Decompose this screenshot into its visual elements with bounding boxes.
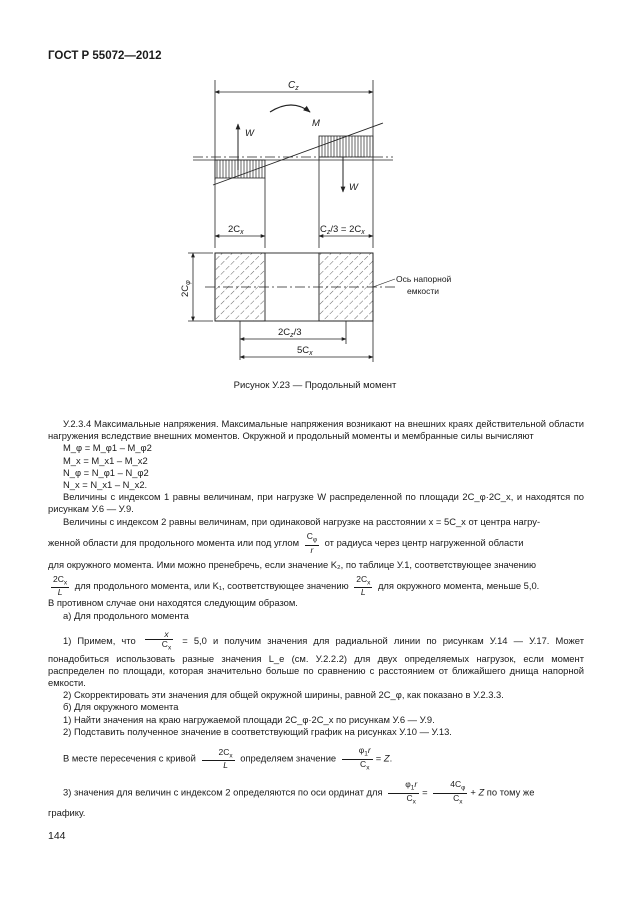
formula-n-phi: N_φ = N_φ1 – N_φ2 <box>63 466 149 478</box>
svg-text:M: M <box>312 118 320 129</box>
load-arrow-down <box>343 157 359 193</box>
svg-text:2Cz/3: $2C_z/3$ <box>278 327 302 339</box>
svg-text:Cz/3 = 2Cx: $C_z/3 = 2C_x$ <box>320 224 365 236</box>
paragraph-index-2-e: В противном случае они находятся следующим образом. <box>48 597 298 609</box>
moment-arrow <box>270 105 320 129</box>
plan-view <box>205 253 398 321</box>
dimension-2cx <box>215 224 265 236</box>
item-b3: В месте пересечения с кривой $\frac{2C_x}{L}$ определяем значение $\frac{\varphi_1r}{C_x}$ = Z. <box>63 744 393 772</box>
load-block-right <box>319 136 373 157</box>
svg-text:2Cφ: $2C_\varphi$ <box>180 280 192 297</box>
paragraph-index-2-a: Величины с индексом 2 равны величинам, при одинаковой нагрузке на расстоянии x = 5C_x от центра нагру- <box>63 515 541 527</box>
dimension-cz3 <box>319 224 373 236</box>
svg-text:2Cx: $2C_x$ <box>228 224 244 236</box>
paragraph-index-2-d: $\frac{2C_x}{L}$ для продольного момента, или K₁, соответствующее значению $\frac{2C_x}{L}$ для окружного момента, меньше 5,0. <box>53 573 540 598</box>
paragraph-max-stress: У.2.3.4 Максимальные напряжения. Максимальные напряжения возникают на внешних краях действительной области нагружения вследствие внешних моментов. Окружной и продольный моменты и мембранные силы вычисляют <box>48 418 584 442</box>
document-header: ГОСТ Р 55072—2012 <box>48 50 162 62</box>
svg-text:Ось напорной: Ось напорной <box>396 274 452 284</box>
item-a1: 1) Примем, что $\frac{x}{C_x}$ = 5,0 и получим значения для радиальной линии по рисункам У.14 — У.17. Может понадобиться использовать разные значения L_e (см. У.2.2.2) для двух определяемых нагрузок, если момент распределен по площади, которая значительно больше по сравнению с расстоянием от ближайшего днища напорной емкости. <box>48 628 584 688</box>
page-number: 144 <box>48 830 66 842</box>
item-a2: 2) Скорректировать эти значения для общей окружной ширины, равной 2C_φ, как показано в У.2.3.3. <box>63 689 504 701</box>
formula-m-phi: M_φ = M_φ1 – M_φ2 <box>63 442 152 454</box>
loaded-area-left <box>215 253 265 321</box>
formula-n-x: N_x = N_x1 – N_x2. <box>63 479 148 491</box>
svg-text:W: W <box>349 182 358 193</box>
item-a-title: а) Для продольного момента <box>63 609 189 621</box>
body-text <box>48 418 584 819</box>
figure-longitudinal-moment <box>0 0 630 400</box>
paragraph-index-2-c: для окружного момента. Ими можно пренебречь, если значение K₂, по таблице У.1, соответствующее значению <box>48 558 537 570</box>
paragraph-index-1: Величины с индексом 1 равны величинам, при нагрузке W распределенной по площади 2C_φ·2C_x, и находятся по рисункам У.6 — У.9. <box>48 491 584 515</box>
item-b4-end: графику. <box>48 806 86 818</box>
svg-text:W: W <box>245 128 254 139</box>
dimension-5cx <box>240 345 373 357</box>
paragraph-index-2-b: женной области для продольного момента или под углом $\frac{C_\varphi}{r}$ от радиуса через центр нагруженной области <box>48 530 524 555</box>
item-b-title: б) Для окружного момента <box>63 701 179 713</box>
svg-text:5Cx: $5C_x$ <box>297 345 313 357</box>
axis-label <box>373 274 452 296</box>
item-b1: 1) Найти значения на краю нагружаемой площади 2C_φ·2C_x по рисункам У.6 — У.9. <box>63 713 435 725</box>
svg-text:Cz: $C_z$ <box>288 80 299 92</box>
svg-text:емкости: емкости <box>407 286 440 296</box>
figure-caption: Рисунок У.23 — Продольный момент <box>233 380 397 391</box>
formula-m-x: M_x = M_x1 – M_x2 <box>63 454 148 466</box>
item-b4: 3) значения для величин с индексом 2 определяются по оси ординат для $\frac{\varphi_1r}{C_x}$ = $\frac{4C_\varphi}{C_x}$ + Z по тому же <box>63 779 535 806</box>
item-b2: 2) Подставить полученное значение в соответствующий график на рисунках У.10 — У.13. <box>63 725 452 737</box>
dimension-2cz3 <box>240 327 346 339</box>
